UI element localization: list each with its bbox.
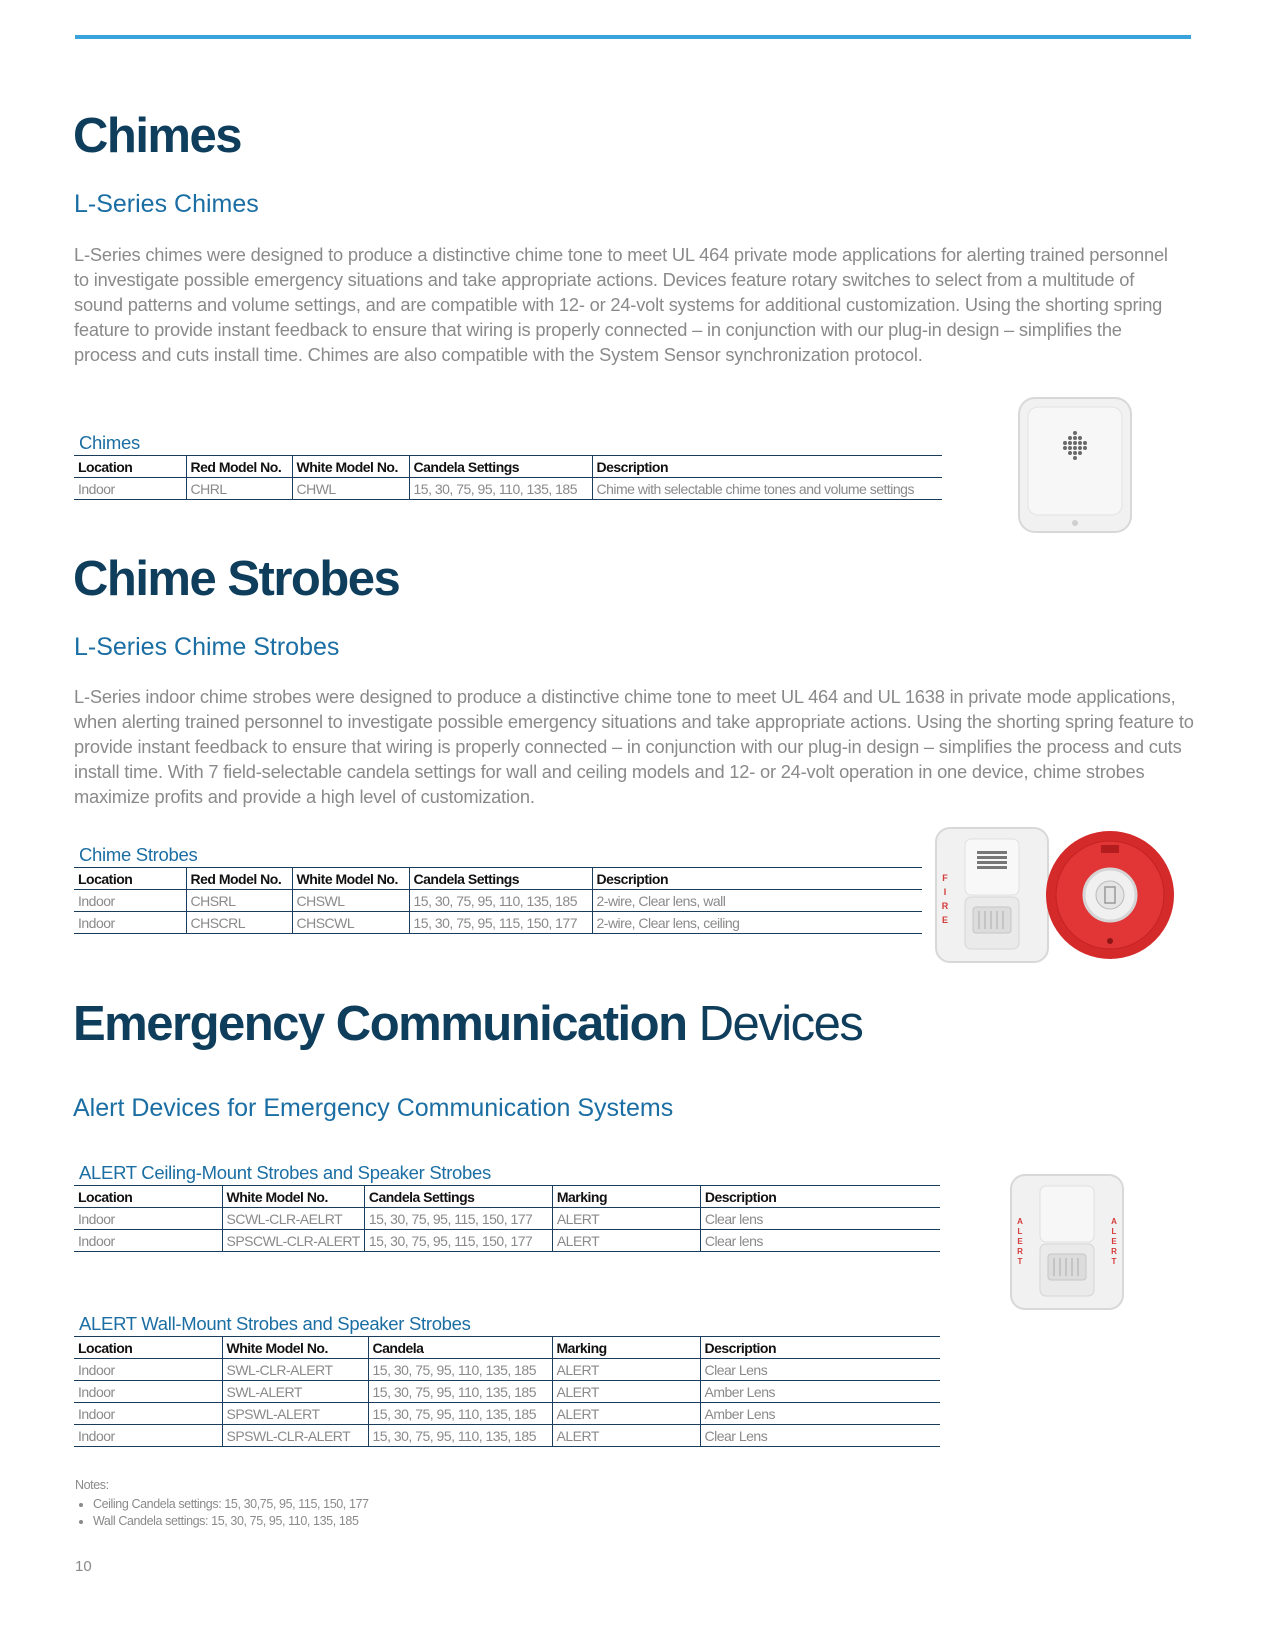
table-cell: 2-wire, Clear lens, ceiling: [592, 912, 922, 934]
table-cell: Amber Lens: [700, 1403, 940, 1425]
table-cell: CHWL: [292, 478, 409, 500]
column-header: Candela Settings: [409, 456, 592, 478]
svg-text:E: E: [941, 915, 949, 925]
table-row: [74, 890, 922, 912]
table-cell: 15, 30, 75, 95, 115, 150, 177: [364, 1208, 552, 1230]
table-cell: SPSWL-CLR-ALERT: [222, 1425, 368, 1447]
table-cell: 15, 30, 75, 95, 110, 135, 185: [368, 1359, 552, 1381]
chimes-subheading: L-Series Chimes: [74, 190, 259, 218]
table-cell: CHSCRL: [186, 912, 292, 934]
table-cell: Clear Lens: [700, 1425, 940, 1447]
chimes-table-title: Chimes: [79, 432, 140, 453]
chime-strobes-table: [74, 867, 922, 934]
svg-text:R: R: [1017, 1247, 1023, 1256]
table-row: [74, 478, 942, 500]
table-cell: Indoor: [74, 912, 186, 934]
ceiling-table-title: ALERT Ceiling-Mount Strobes and Speaker Strobes: [79, 1162, 491, 1183]
table-cell: Indoor: [74, 1425, 222, 1447]
table-cell: Indoor: [74, 1381, 222, 1403]
chimes-heading: Chimes: [73, 109, 242, 163]
notes-list: [75, 1496, 369, 1530]
alert-strobe-device-image: [1008, 1172, 1128, 1312]
column-header: Description: [700, 1186, 940, 1208]
table-cell: Indoor: [74, 1208, 222, 1230]
table-cell: 15, 30, 75, 95, 110, 135, 185: [368, 1381, 552, 1403]
svg-text:E: E: [1111, 1237, 1117, 1246]
ecd-subheading: Alert Devices for Emergency Communication Systems: [73, 1094, 674, 1122]
table-row: [74, 1381, 940, 1403]
column-header: Marking: [552, 1337, 700, 1359]
top-accent-bar: [75, 35, 1191, 39]
chime-strobes-subheading: L-Series Chime Strobes: [74, 633, 340, 661]
table-row: [74, 1230, 940, 1252]
svg-text:T: T: [1111, 1257, 1117, 1266]
page-number: 10: [75, 1558, 92, 1575]
chime-strobes-table-title: Chime Strobes: [79, 844, 198, 865]
svg-text:T: T: [1017, 1257, 1023, 1266]
column-header: White Model No.: [292, 868, 409, 890]
table-header-row: [74, 868, 922, 890]
column-header: White Model No.: [292, 456, 409, 478]
table-cell: 2-wire, Clear lens, wall: [592, 890, 922, 912]
table-cell: ALERT: [552, 1230, 700, 1252]
table-row: [74, 1359, 940, 1381]
svg-text:R: R: [941, 901, 949, 911]
column-header: Description: [592, 456, 942, 478]
table-cell: 15, 30, 75, 95, 110, 135, 185: [409, 478, 592, 500]
table-row: [74, 912, 922, 934]
table-cell: ALERT: [552, 1425, 700, 1447]
note-item: • Wall Candela settings: 15, 30, 75, 95, 110, 135, 185: [93, 1513, 369, 1530]
table-cell: Clear lens: [700, 1230, 940, 1252]
wall-table-title: ALERT Wall-Mount Strobes and Speaker Strobes: [79, 1313, 471, 1334]
table-header-row: [74, 456, 942, 478]
chime-strobe-ceiling-device-image: [1045, 823, 1175, 967]
ecd-heading-bold: Emergency Communication: [73, 997, 687, 1051]
column-header: Marking: [552, 1186, 700, 1208]
table-cell: ALERT: [552, 1359, 700, 1381]
svg-text:F: F: [942, 873, 948, 883]
table-cell: SPSCWL-CLR-ALERT: [222, 1230, 364, 1252]
chime-strobe-wall-device-image: [933, 825, 1053, 965]
column-header: Red Model No.: [186, 456, 292, 478]
table-cell: 15, 30, 75, 95, 115, 150, 177: [364, 1230, 552, 1252]
note-item: • Ceiling Candela settings: 15, 30,75, 95, 115, 150, 177: [93, 1496, 369, 1513]
column-header: Description: [700, 1337, 940, 1359]
svg-text:A: A: [1111, 1217, 1117, 1226]
svg-text:I: I: [943, 887, 947, 897]
table-header-row: [74, 1337, 940, 1359]
table-cell: SPSWL-ALERT: [222, 1403, 368, 1425]
table-header-row: [74, 1186, 940, 1208]
table-cell: Indoor: [74, 1230, 222, 1252]
column-header: Location: [74, 456, 186, 478]
table-cell: ALERT: [552, 1208, 700, 1230]
table-cell: 15, 30, 75, 95, 110, 135, 185: [409, 890, 592, 912]
chimes-body: L-Series chimes were designed to produce a distinctive chime tone to meet UL 464 private mode applications for alerting trained personnel to investigate possible emergency situations and take appropriate actions. Devices feature rotary switches to select from a multitude of sound patterns and volume settings, and are compatible with 12- or 24-volt systems for additional customization. Using the shorting spring feature to provide instant feedback to ensure that wiring is properly connected – in conjunction with our plug-in design – simplifies the process and cuts install time. Chimes are also compatible with the System Sensor synchronization protocol.: [74, 244, 1168, 365]
chimes-table: [74, 455, 942, 500]
table-cell: Clear Lens: [700, 1359, 940, 1381]
chime-device-image: [1016, 395, 1136, 535]
chime-strobes-heading: Chime Strobes: [73, 552, 400, 606]
column-header: Candela: [368, 1337, 552, 1359]
table-cell: CHRL: [186, 478, 292, 500]
svg-text:R: R: [1111, 1247, 1117, 1256]
table-cell: Indoor: [74, 1359, 222, 1381]
column-header: White Model No.: [222, 1337, 368, 1359]
wall-mount-table: [74, 1336, 940, 1447]
table-cell: ALERT: [552, 1381, 700, 1403]
svg-text:L: L: [1017, 1227, 1023, 1236]
table-row: [74, 1403, 940, 1425]
ceiling-mount-table: [74, 1185, 940, 1252]
table-row: [74, 1208, 940, 1230]
ecd-heading: [73, 997, 863, 1051]
table-cell: 15, 30, 75, 95, 110, 135, 185: [368, 1403, 552, 1425]
table-cell: Indoor: [74, 890, 186, 912]
table-cell: 15, 30, 75, 95, 110, 135, 185: [368, 1425, 552, 1447]
table-cell: CHSWL: [292, 890, 409, 912]
table-cell: Amber Lens: [700, 1381, 940, 1403]
table-cell: CHSRL: [186, 890, 292, 912]
table-cell: CHSCWL: [292, 912, 409, 934]
svg-text:A: A: [1017, 1217, 1023, 1226]
svg-text:E: E: [1017, 1237, 1023, 1246]
column-header: Location: [74, 1186, 222, 1208]
column-header: Location: [74, 1337, 222, 1359]
notes: [75, 1478, 369, 1530]
ecd-heading-light: Devices: [698, 997, 863, 1051]
table-cell: SWL-ALERT: [222, 1381, 368, 1403]
column-header: Candela Settings: [364, 1186, 552, 1208]
column-header: White Model No.: [222, 1186, 364, 1208]
table-cell: SWL-CLR-ALERT: [222, 1359, 368, 1381]
table-cell: Indoor: [74, 478, 186, 500]
table-cell: Clear lens: [700, 1208, 940, 1230]
table-cell: SCWL-CLR-AELRT: [222, 1208, 364, 1230]
table-cell: Chime with selectable chime tones and volume settings: [592, 478, 942, 500]
column-header: Red Model No.: [186, 868, 292, 890]
table-cell: 15, 30, 75, 95, 115, 150, 177: [409, 912, 592, 934]
table-cell: Indoor: [74, 1403, 222, 1425]
table-cell: ALERT: [552, 1403, 700, 1425]
notes-label: Notes:: [75, 1478, 109, 1492]
column-header: Candela Settings: [409, 868, 592, 890]
column-header: Description: [592, 868, 922, 890]
chime-strobes-body: L-Series indoor chime strobes were designed to produce a distinctive chime tone to meet UL 464 and UL 1638 in private mode applications, when alerting trained personnel to investigate possible emergency situations and take appropriate actions. Using the shorting spring feature to provide instant feedback to ensure that wiring is properly connected – in conjunction with our plug-in design – simplifies the process and cuts install time. With 7 field-selectable candela settings for wall and ceiling models and 12- or 24-volt operation in one device, chime strobes maximize profits and provide a high level of customization.: [74, 686, 1194, 807]
column-header: Location: [74, 868, 186, 890]
table-row: [74, 1425, 940, 1447]
svg-text:L: L: [1111, 1227, 1117, 1236]
